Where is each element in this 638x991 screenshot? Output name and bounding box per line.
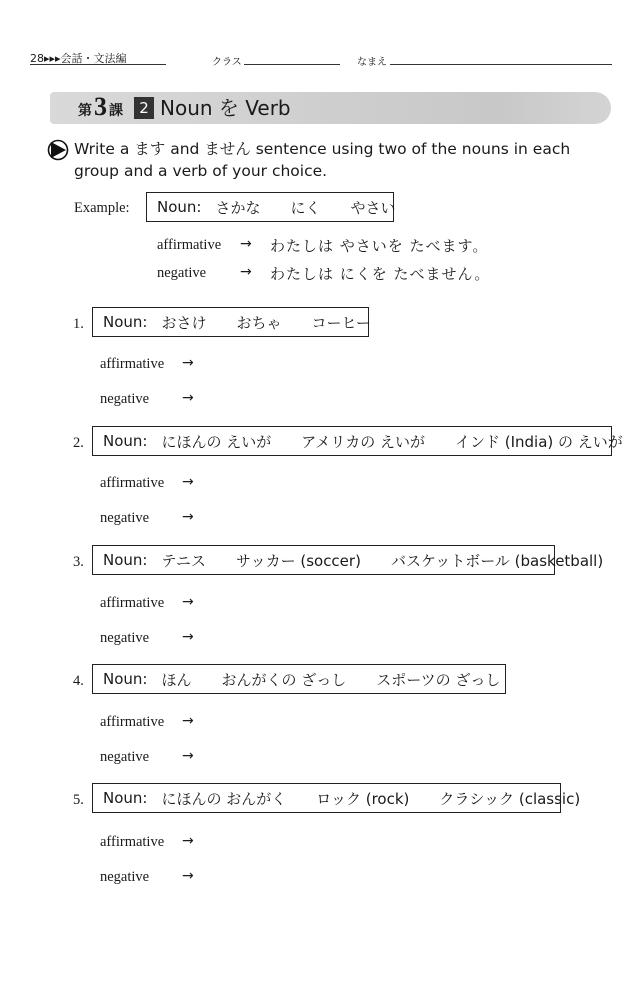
question-2-affirmative-answer[interactable]: [205, 473, 605, 493]
noun-label: Noun:: [103, 670, 148, 688]
lesson-number-digit: 3: [94, 92, 107, 121]
arrow-icon: →: [182, 390, 194, 406]
question-2-noun-box: [92, 426, 623, 456]
noun-label: Noun:: [103, 313, 148, 331]
noun-label: Noun:: [157, 198, 202, 216]
noun-item: アメリカの えいが: [301, 432, 425, 451]
negative-label: negative: [100, 749, 150, 765]
question-5-affirmative-answer[interactable]: [205, 832, 605, 852]
question-5-negative-answer[interactable]: [205, 867, 605, 887]
lesson-banner: [50, 92, 611, 124]
question-number: 4.: [73, 673, 84, 689]
example-affirmative-label: affirmative: [157, 237, 222, 253]
noun-item: スポーツの ざっし: [376, 670, 501, 689]
arrow-icon: →: [182, 833, 194, 849]
lesson-ka: 課: [109, 103, 123, 119]
noun-item: おんがくの ざっし: [221, 670, 347, 689]
example-label: Example:: [74, 200, 130, 216]
noun-item: サッカー (soccer): [235, 551, 361, 570]
name-label: なまえ: [357, 57, 387, 68]
exercise-number-badge: 2: [134, 97, 154, 119]
arrow-icon: →: [182, 868, 194, 884]
question-2-negative-answer[interactable]: [205, 508, 605, 528]
noun-item: にほんの えいが: [161, 432, 272, 451]
question-3-noun-box: [92, 545, 604, 575]
question-5-noun-box: [92, 783, 581, 813]
audio-play-icon[interactable]: [47, 139, 69, 161]
noun-item: おちゃ: [236, 313, 282, 332]
negative-label: negative: [100, 510, 150, 526]
question-number: 3.: [73, 554, 84, 570]
arrow-icon: →: [182, 629, 194, 645]
noun-item: ほん: [161, 670, 192, 689]
question-number: 2.: [73, 435, 84, 451]
page-reference-underline: [30, 64, 166, 65]
example-negative-sentence: わたしは にくを たべません。: [270, 265, 491, 283]
noun-item: コーヒー: [311, 313, 371, 332]
example-affirmative-sentence: わたしは やさいを たべます。: [270, 237, 489, 255]
arrow-icon: →: [240, 236, 252, 252]
arrow-icon: →: [182, 713, 194, 729]
noun-item: にく: [290, 198, 321, 217]
example-noun-box: [146, 192, 394, 222]
noun-item: インド (India) の えいが: [454, 432, 623, 451]
question-4-noun-box: [92, 664, 506, 694]
affirmative-label: affirmative: [100, 356, 165, 372]
arrow-icon: →: [182, 355, 194, 371]
page-reference: 28▸▸▸会話・文法編: [30, 52, 127, 65]
question-number: 5.: [73, 792, 84, 808]
question-1-negative-answer[interactable]: [205, 389, 605, 409]
question-3-negative-answer[interactable]: [205, 628, 605, 648]
arrow-icon: →: [182, 594, 194, 610]
question-1-affirmative-answer[interactable]: [205, 354, 605, 374]
affirmative-label: affirmative: [100, 475, 165, 491]
noun-item: テニス: [161, 551, 206, 570]
example-negative-label: negative: [157, 265, 207, 281]
noun-item: クラシック (classic): [439, 789, 581, 808]
question-3-affirmative-answer[interactable]: [205, 593, 605, 613]
arrow-icon: →: [182, 474, 194, 490]
noun-label: Noun:: [103, 789, 148, 807]
negative-label: negative: [100, 391, 150, 407]
noun-item: やさい: [350, 198, 396, 217]
affirmative-label: affirmative: [100, 714, 165, 730]
lesson-number: [78, 92, 123, 121]
question-4-negative-answer[interactable]: [205, 747, 605, 767]
arrow-icon: →: [240, 264, 252, 280]
arrow-icon: →: [182, 748, 194, 764]
question-number: 1.: [73, 316, 84, 332]
affirmative-label: affirmative: [100, 595, 165, 611]
noun-item: おさけ: [161, 313, 207, 332]
arrow-icon: →: [182, 509, 194, 525]
noun-item: ロック (rock): [316, 789, 410, 808]
affirmative-label: affirmative: [100, 834, 165, 850]
negative-label: negative: [100, 869, 150, 885]
noun-label: Noun:: [103, 432, 148, 450]
noun-item: にほんの おんがく: [161, 789, 287, 808]
instruction-text: Write a ます and ません sentence using two of the nouns in each group and a verb of your choice.: [74, 140, 571, 180]
name-field[interactable]: [390, 64, 612, 65]
negative-label: negative: [100, 630, 150, 646]
class-label: クラス: [212, 57, 242, 68]
exercise-title: Noun を Verb: [160, 96, 291, 120]
question-1-noun-box: [92, 307, 369, 337]
noun-label: Noun:: [103, 551, 148, 569]
noun-item: バスケットボール (basketball): [390, 551, 604, 570]
question-4-affirmative-answer[interactable]: [205, 712, 605, 732]
lesson-dai: 第: [78, 103, 92, 119]
class-field[interactable]: [244, 64, 340, 65]
noun-item: さかな: [215, 198, 261, 217]
